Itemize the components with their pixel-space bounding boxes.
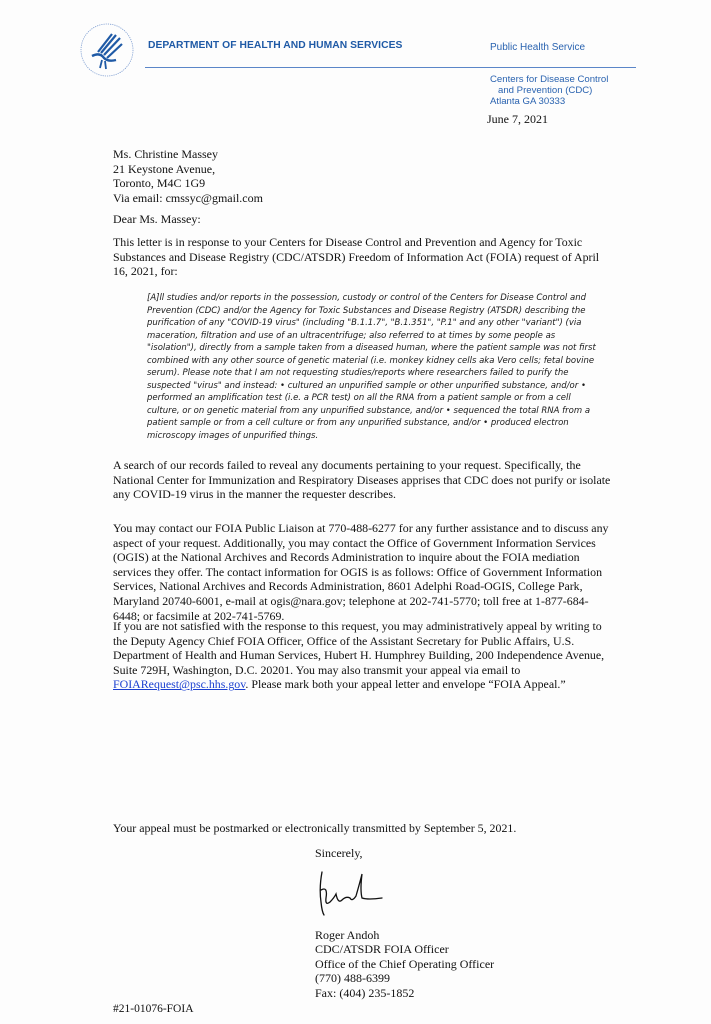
text-line: This letter is in response to your Centers for Disease Control and Prevention and Agency for Toxic (113, 235, 583, 249)
text-line: Department of Health and Human Services, Hubert H. Humphrey Building, 200 Independence Avenue, (113, 648, 605, 663)
quote-line: serum). Please note that I am not requesting studies/reports where researchers failed to purify the (147, 368, 569, 378)
text-line (113, 677, 633, 692)
agency-address (490, 74, 608, 107)
appeal-email-link[interactable]: FOIARequest@psc.hhs.gov (113, 677, 246, 692)
recipient-address (113, 147, 263, 205)
quote-line: Prevention (CDC) and/or the Agency for Toxic Substances and Disease Registry (ATSDR) describing the (147, 305, 586, 316)
text-line: aspect of your request. Additionally, you may contact the Office of Government Information Services (113, 535, 596, 550)
handwritten-signature-icon (316, 868, 386, 918)
search-result-paragraph (113, 458, 633, 502)
quote-line: purification of any "COVID-19 virus" (including "B.1.1.7", "B.1.351", "P.1" and any other "variant") (via (147, 318, 582, 328)
recipient-city: Toronto, M4C 1G9 (113, 176, 206, 191)
signatory-title: CDC/ATSDR FOIA Officer (315, 942, 449, 957)
signatory-office: Office of the Chief Operating Officer (315, 956, 495, 971)
intro-paragraph (113, 235, 633, 279)
reference-number: #21-01076-FOIA (113, 1003, 194, 1015)
department-name: DEPARTMENT OF HEALTH AND HUMAN SERVICES (148, 40, 403, 51)
text-line: Services, National Archives and Records Administration, 8601 Adelphi Road-OGIS, College Park, (113, 579, 583, 594)
text-line: Maryland 20740-6001, e-mail at ogis@nara.gov; telephone at 202-741-5770; toll free at 1-877-684- (113, 593, 589, 608)
text-line: (OGIS) at the National Archives and Records Administration to inquire about the FOIA mediation (113, 550, 580, 565)
recipient-name: Ms. Christine Massey (113, 147, 218, 161)
text-line: services they offer. The contact information for OGIS is as follows: Office of Government Information (113, 564, 603, 579)
signatory-details (315, 928, 494, 1000)
quote-line: maceration, filtration and use of an ultracentrifuge; also referred to at times by some people as (147, 330, 556, 341)
quote-line: culture, or on genetic material from any unpurified substance, and/or • sequenced the total RNA from a (147, 405, 591, 416)
public-health-service-label: Public Health Service (490, 42, 586, 53)
letterhead-divider (145, 67, 636, 68)
valediction: Sincerely, (315, 846, 363, 860)
letter-date: June 7, 2021 (487, 112, 548, 126)
recipient-email: Via email: cmssyc@gmail.com (113, 190, 263, 205)
agency-line: and Prevention (CDC) (498, 85, 593, 96)
contact-paragraph (113, 521, 633, 623)
quote-line: suspected "virus" and instead: • cultured an unpurified sample or other unpurified substance, and/or • (147, 380, 586, 391)
text-line: the Deputy Agency Chief FOIA Officer, Office of the Assistant Secretary for Public Affairs, U.S. (113, 633, 575, 648)
text-line: You may contact our FOIA Public Liaison at 770-488-6277 for any further assistance and to discuss any (113, 521, 609, 535)
appeal-tail-text: . Please mark both your appeal letter and envelope “FOIA Appeal.” (245, 677, 566, 692)
signatory-name: Roger Andoh (315, 928, 380, 942)
text-line: 16, 2021, for: (113, 264, 178, 279)
hhs-eagle-seal-icon (78, 22, 136, 78)
text-line: Substances and Disease Registry (CDC/ATSDR) Freedom of Information Act (FOIA) request of April (113, 249, 600, 264)
appeal-paragraph (113, 619, 633, 692)
appeal-deadline: Your appeal must be postmarked or electronically transmitted by September 5, 2021. (113, 821, 517, 835)
quote-line: combined with any other source of genetic material (i.e. monkey kidney cells aka Vero cells; fetal bovine (147, 355, 595, 366)
text-line: any COVID-19 virus in the manner the requester describes. (113, 487, 396, 502)
agency-line: Centers for Disease Control (490, 74, 609, 85)
text-line: If you are not satisfied with the response to this request, you may administratively appeal by writing to (113, 619, 602, 633)
recipient-street: 21 Keystone Avenue, (113, 161, 216, 176)
salutation: Dear Ms. Massey: (113, 212, 201, 226)
text-line: 6448; or facsimile at 202-741-5769. (113, 608, 285, 623)
quote-line: patient sample or from a cell culture or from any unpurified substance, and/or • produced electron (147, 418, 569, 428)
quote-line: "isolation"), directly from a sample taken from a diseased human, where the patient sample was not first (147, 343, 596, 353)
quote-line: microscopy images of unpurified things. (147, 430, 319, 441)
text-line: Suite 729H, Washington, D.C. 20201. You may also transmit your appeal via email to (113, 662, 521, 677)
signatory-phone: (770) 488-6399 (315, 971, 390, 986)
request-quote (147, 292, 637, 442)
quote-line: performed an amplification test (i.e. a PCR test) on all the RNA from a patient sample or from a cell (147, 393, 571, 403)
text-line: A search of our records failed to reveal any documents pertaining to your request. Specifically, the (113, 458, 581, 472)
text-line: National Center for Immunization and Respiratory Diseases apprises that CDC does not purify or isolate (113, 472, 611, 487)
signatory-fax: Fax: (404) 235-1852 (315, 985, 415, 1000)
quote-line: [A]ll studies and/or reports in the possession, custody or control of the Centers for Disease Control and (147, 293, 586, 303)
agency-line: Atlanta GA 30333 (490, 96, 566, 107)
